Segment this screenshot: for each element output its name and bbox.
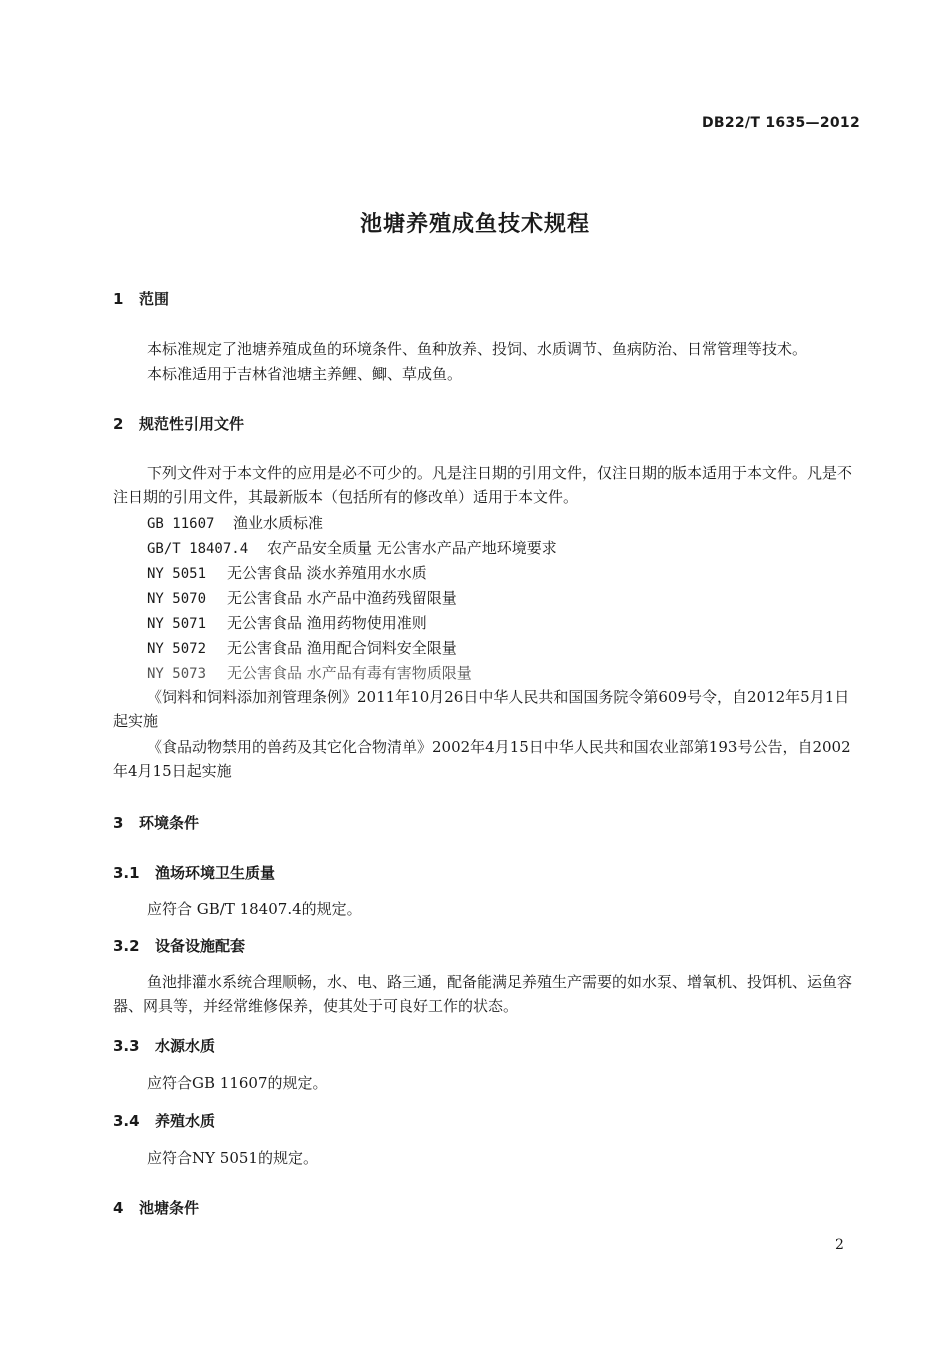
section-2-heading: [113, 413, 244, 434]
section-3-1-text: 应符合 GB/T 18407.4的规定。: [147, 900, 362, 918]
section-title: 池塘条件: [139, 1199, 200, 1217]
regulation-reference-1: 《饲料和饲料添加剂管理条例》2011年10月26日中华人民共和国国务院令第609号令，自2012年5月1日起实施: [113, 688, 850, 730]
section-number: 4: [113, 1199, 124, 1217]
section-title: 设备设施配套: [155, 937, 246, 955]
reference-item: NY 5051 无公害食品 淡水养殖用水水质: [147, 564, 427, 582]
section-3-1-heading: [113, 862, 275, 883]
section-title: 环境条件: [139, 814, 200, 832]
section-3-2-text: 鱼池排灌水系统合理顺畅，水、电、路三通，配备能满足养殖生产需要的如水泵、增氧机、投饵机、运鱼容器、网具等，并经常维修保养，使其处于可良好工作的状态。: [113, 973, 853, 1015]
page-number: 2: [835, 1237, 844, 1253]
section-number: 3.3: [113, 1037, 140, 1055]
section-3-4-heading: [113, 1110, 215, 1131]
section-4-heading: [113, 1197, 199, 1218]
section-number: 3.2: [113, 937, 140, 955]
section-3-2-heading: [113, 935, 245, 956]
section-number: 2: [113, 415, 124, 433]
document-number: DB22/T 1635—2012: [701, 115, 860, 131]
section-3-3-text: 应符合GB 11607的规定。: [147, 1074, 328, 1092]
section-1-heading: [113, 288, 169, 309]
section-1-paragraph-2: 本标准适用于吉林省池塘主养鲤、鲫、草成鱼。: [147, 365, 463, 383]
section-title: 规范性引用文件: [139, 415, 245, 433]
reference-item: NY 5070 无公害食品 水产品中渔药残留限量: [147, 589, 457, 607]
section-3-4-text: 应符合NY 5051的规定。: [147, 1149, 318, 1167]
regulation-reference-2: 《食品动物禁用的兽药及其它化合物清单》2002年4月15日中华人民共和国农业部第193号公告，自2002年4月15日起实施: [113, 738, 851, 780]
section-number: 3.4: [113, 1112, 140, 1130]
section-number: 3: [113, 814, 124, 832]
section-number: 3.1: [113, 864, 140, 882]
reference-item: GB 11607 渔业水质标准: [147, 514, 324, 532]
section-2-intro: 下列文件对于本文件的应用是必不可少的。凡是注日期的引用文件，仅注日期的版本适用于本文件。凡是不注日期的引用文件，其最新版本（包括所有的修改单）适用于本文件。: [113, 464, 853, 506]
reference-item: NY 5071 无公害食品 渔用药物使用准则: [147, 614, 427, 632]
section-title: 渔场环境卫生质量: [155, 864, 276, 882]
section-1-paragraph-1: 本标准规定了池塘养殖成鱼的环境条件、鱼种放养、投饲、水质调节、鱼病防治、日常管理等技术。: [147, 340, 808, 358]
page-title: 池塘养殖成鱼技术规程: [359, 212, 590, 237]
section-title: 范围: [139, 290, 170, 308]
section-title: 养殖水质: [155, 1112, 216, 1130]
section-3-heading: [113, 812, 199, 833]
section-title: 水源水质: [155, 1037, 216, 1055]
reference-item: NY 5073 无公害食品 水产品有毒有害物质限量: [147, 664, 472, 682]
reference-item: NY 5072 无公害食品 渔用配合饲料安全限量: [147, 639, 457, 657]
section-3-3-heading: [113, 1035, 215, 1056]
reference-item: GB/T 18407.4 农产品安全质量 无公害水产品产地环境要求: [147, 539, 557, 557]
section-number: 1: [113, 290, 124, 308]
